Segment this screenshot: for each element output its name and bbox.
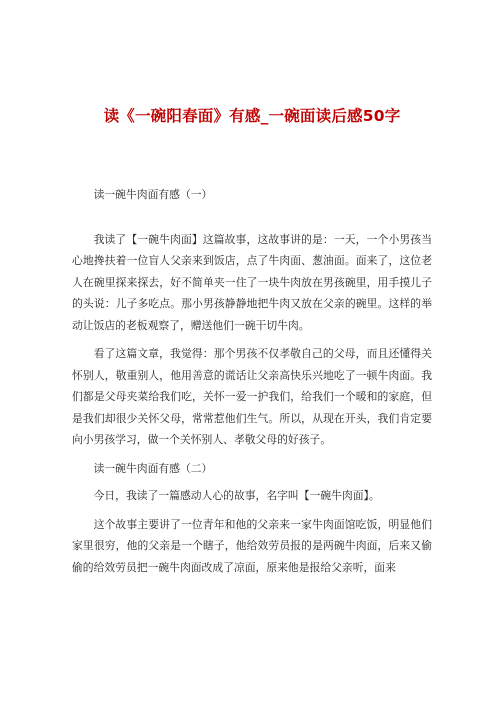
section-heading-2: 读一碗牛肉面有感（二） <box>93 461 213 475</box>
section-heading-1: 读一碗牛肉面有感（一） <box>93 188 213 201</box>
document-body <box>72 184 432 578</box>
document-title: 读《一碗阳春面》有感_一碗面读后感50字 <box>103 107 401 125</box>
body-paragraph: 看了这篇文章，我觉得：那个男孩不仅孝敬自己的父母，而且还懂得关怀别人，敬重别人，他用善意的谎话让父亲高快乐兴地吃了一顿牛肉面。我们都是父母夹菜给我们吃，关怀一爱一护我们，给我们一个暖和的家庭，但是我们却很少关怀父母，常常惹他们生气。所以，从现在开头，我们肯定要向小男孩学习，做一个关怀别人、孝敬父母的好孩子。 <box>72 347 432 446</box>
body-paragraph: 这个故事主要讲了一位青年和他的父亲来一家牛肉面馆吃饭，明显他们家里很穷，他的父亲是一个瞎子，他给效劳员报的是两碗牛肉面，后来又偷偷的给效劳员把一碗牛肉面改成了凉面，原来他是报给父亲听，面来 <box>72 517 432 574</box>
body-paragraph: 我读了【一碗牛肉面】这篇故事，这故事讲的是：一天，一个小男孩当心地搀扶着一位盲人父亲来到饭店，点了牛肉面、葱油面。面来了，这位老人在碗里探来探去，好不简单夹一住了一块牛肉放在男孩碗里，用手摸儿子的头说：儿子多吃点。那小男孩静静地把牛肉又放在父亲的碗里。这样的举动让饭店的老板观察了，赠送他们一碗干切牛肉。 <box>72 232 432 332</box>
body-paragraph: 今日，我读了一篇感动人心的故事，名字叫【一碗牛肉面】。 <box>93 489 380 502</box>
